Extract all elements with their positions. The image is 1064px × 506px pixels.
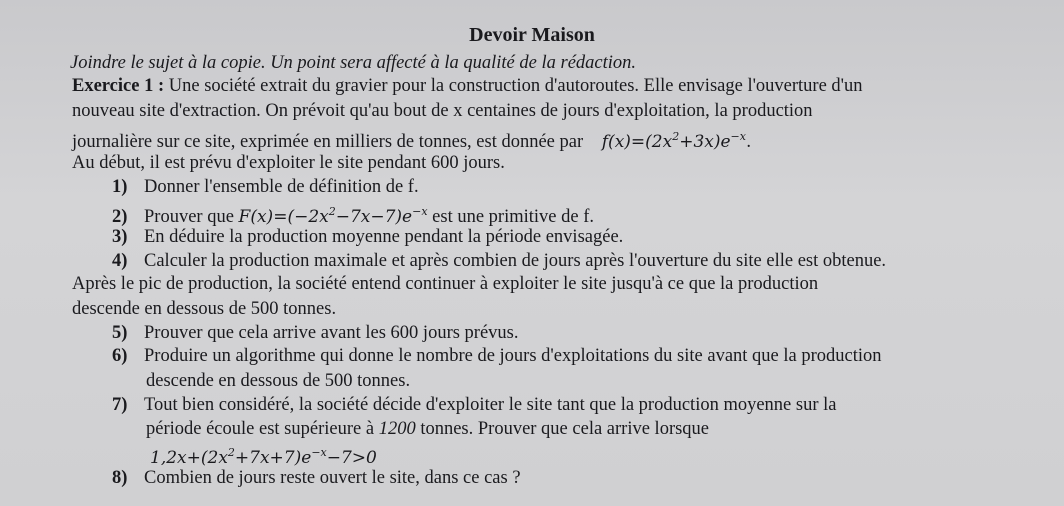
- document-title: Devoir Maison: [469, 24, 595, 46]
- question-3: 3) En déduire la production moyenne pendant la période envisagée.: [112, 227, 624, 247]
- question-6-cont: descende en dessous de 500 tonnes.: [146, 371, 411, 391]
- question-4: 4) Calculer la production maximale et après combien de jours après l'ouverture du site elle est obtenue.: [112, 251, 887, 271]
- question-5: 5) Prouver que cela arrive avant les 600 jours prévus.: [112, 323, 519, 343]
- exercise-label: Exercice 1 :: [72, 76, 165, 96]
- middle-line-2: descende en dessous de 500 tonnes.: [72, 299, 337, 319]
- exercise-line-2: nouveau site d'extraction. On prévoit qu'au bout de x centaines de jours d'exploitation, la production: [72, 101, 813, 121]
- middle-line-1: Après le pic de production, la société entend continuer à exploiter le site jusqu'à ce que la production: [72, 274, 819, 294]
- question-6: 6) Produire un algorithme qui donne le nombre de jours d'exploitations du site avant que la production: [112, 346, 882, 366]
- question-1: 1) Donner l'ensemble de définition de f.: [112, 177, 419, 197]
- formula-F: $F(x)=(-2x^2-7x-7)e^{-x}$: [238, 205, 428, 227]
- exercise-text-3: journalière sur ce site, exprimée en milliers de tonnes, est donnée par: [72, 132, 584, 152]
- question-7-cont: période écoule est supérieure à 1200 tonnes. Prouver que cela arrive lorsque: [146, 419, 710, 439]
- exercise-line-4: Au début, il est prévu d'exploiter le site pendant 600 jours.: [72, 153, 505, 173]
- question-2: 2) Prouver que $F(x)=(-2x^2-7x-7)e^{-x}$ est une primitive de f.: [112, 205, 595, 227]
- exercise-line-1: [72, 75, 863, 97]
- formula-f: $f(x)=(2x^2+3x)e^{-x}$.: [601, 130, 752, 152]
- question-7-formula: $1,2x+(2x^2+7x+7)e^{-x}-7>0$: [150, 446, 377, 468]
- question-8: 8) Combien de jours reste ouvert le site, dans ce cas ?: [112, 468, 521, 488]
- exercise-text-1: Une société extrait du gravier pour la construction d'autoroutes. Elle envisage l'ouverture d'un: [164, 76, 863, 96]
- exercise-line-3: [72, 126, 751, 153]
- question-7: 7) Tout bien considéré, la société décide d'exploiter le site tant que la production moyenne sur la: [112, 395, 837, 415]
- intro-instruction: Joindre le sujet à la copie. Un point sera affecté à la qualité de la rédaction.: [70, 53, 637, 73]
